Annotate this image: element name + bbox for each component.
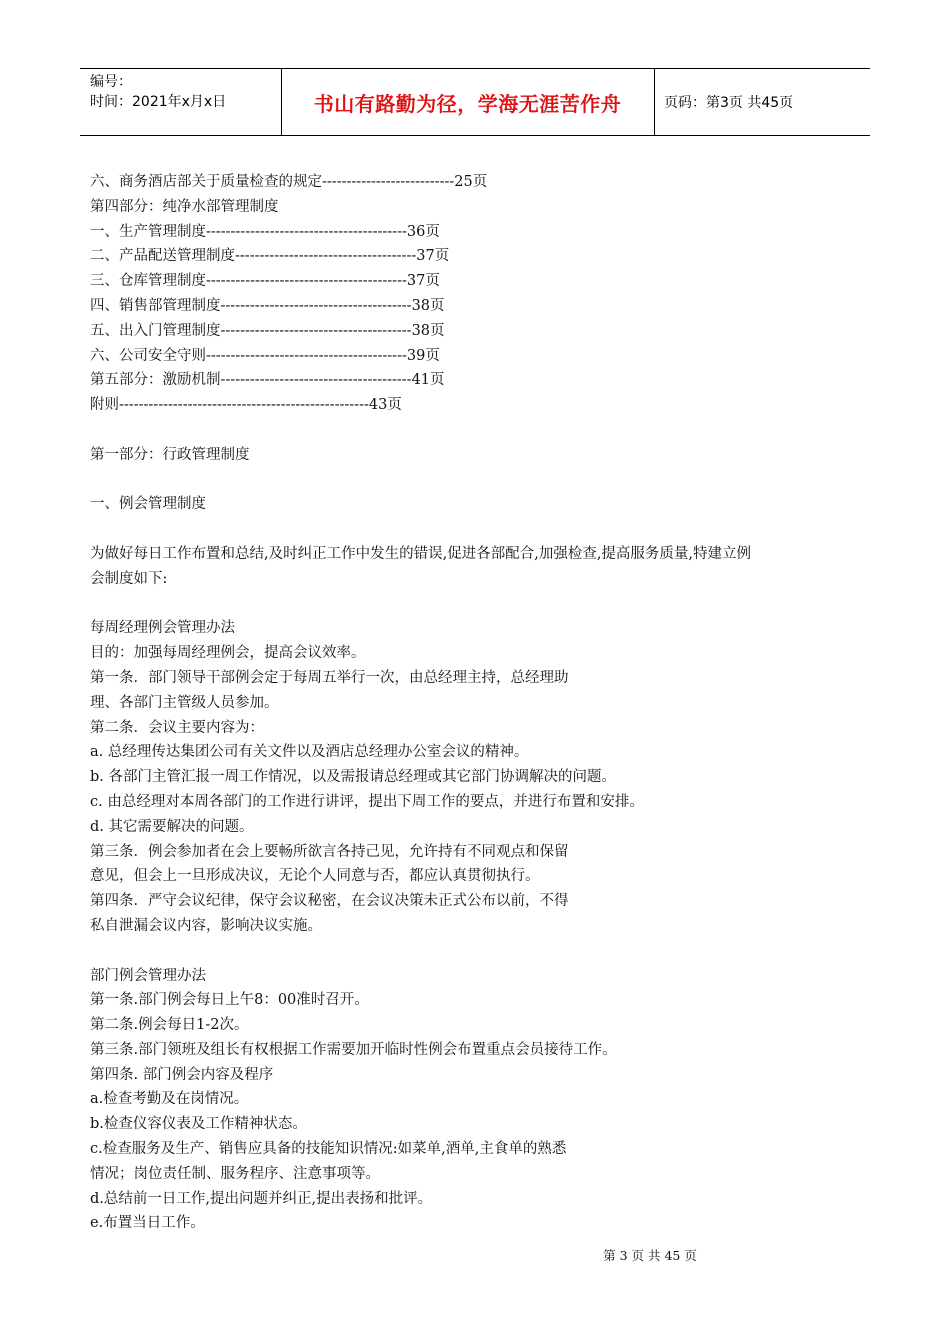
- text-line: 五、出入门管理制度---------------------------------------38页: [90, 322, 445, 339]
- header-divider-right: [654, 68, 655, 136]
- text-line: 二、产品配送管理制度-------------------------------------37页: [90, 248, 450, 265]
- text-line: 第四部分：纯净水部管理制度: [90, 198, 279, 215]
- text-line: 六、商务酒店部关于质量检查的规定---------------------------25页: [90, 174, 488, 190]
- text-line: 第五部分：激励机制---------------------------------------41页: [90, 372, 445, 389]
- text-line: 第三条．例会参加者在会上要畅所欲言各持己见，允许持有不同观点和保留: [90, 843, 569, 860]
- blank-line: [90, 939, 880, 964]
- text-line: e.布置当日工作。: [90, 1215, 205, 1232]
- text-line: a.检查考勤及在岗情况。: [90, 1091, 249, 1108]
- text-line: d. 其它需要解决的问题。: [90, 818, 254, 835]
- header-page-number: 页码：第3页 共45页: [664, 95, 794, 111]
- blank-line: [90, 418, 880, 443]
- text-line: 私自泄漏会议内容，影响决议实施。: [90, 917, 322, 934]
- blank-line: [90, 468, 880, 493]
- text-line: d.总结前一日工作,提出问题并纠正,提出表扬和批评。: [90, 1190, 433, 1207]
- text-line: 为做好每日工作布置和总结,及时纠正工作中发生的错误,促进各部配合,加强检查,提高服务质量,特建立例: [90, 545, 752, 562]
- text-line: a. 总经理传达集团公司有关文件以及酒店总经理办公室会议的精神。: [90, 744, 529, 761]
- text-line: 第四条．严守会议纪律，保守会议秘密，在会议决策未正式公布以前，不得: [90, 893, 569, 910]
- text-line: 四、销售部管理制度---------------------------------------38页: [90, 297, 445, 314]
- page-footer: [0, 1246, 950, 1264]
- header-motto: 书山有路勤为径，学海无涯苦作舟: [313, 91, 622, 116]
- text-line: 第二条．会议主要内容为：: [90, 719, 264, 736]
- text-line: 每周经理例会管理办法: [90, 620, 235, 637]
- text-line: 一、例会管理制度: [90, 496, 206, 513]
- text-line: b. 各部门主管汇报一周工作情况，以及需报请总经理或其它部门协调解决的问题。: [90, 769, 616, 786]
- text-line: 六、公司安全守则-----------------------------------------39页: [90, 347, 440, 364]
- serial-label: 编号：: [90, 74, 132, 90]
- text-line: c. 由总经理对本周各部门的工作进行讲评，提出下周工作的要点，并进行布置和安排。: [90, 793, 644, 810]
- text-line: 第一条．部门领导干部例会定于每周五举行一次，由总经理主持，总经理助: [90, 669, 569, 686]
- document-body: [90, 170, 880, 1236]
- text-line: 第一部分：行政管理制度: [90, 446, 250, 463]
- text-line: 情况；岗位责任制、服务程序、注意事项等。: [90, 1165, 380, 1182]
- text-line: c.检查服务及生产、销售应具备的技能知识情况:如菜单,酒单,主食单的熟悉: [90, 1141, 567, 1158]
- text-line: 三、仓库管理制度-----------------------------------------37页: [90, 273, 440, 290]
- blank-line: [90, 517, 880, 542]
- text-line: 附则---------------------------------------------------43页: [90, 397, 402, 414]
- text-line: 理、各部门主管级人员参加。: [90, 694, 279, 711]
- text-line: b.检查仪容仪表及工作精神状态。: [90, 1116, 307, 1133]
- header-meta: [90, 72, 226, 112]
- text-line: 第三条.部门领班及组长有权根据工作需要加开临时性例会布置重点会员接待工作。: [90, 1041, 617, 1058]
- text-line: 第一条.部门例会每日上午8：00准时召开。: [90, 992, 369, 1009]
- text-line: 目的：加强每周经理例会，提高会议效率。: [90, 645, 366, 662]
- text-line: 一、生产管理制度-----------------------------------------36页: [90, 223, 440, 240]
- text-line: 第二条.例会每日1-2次。: [90, 1017, 249, 1034]
- text-line: 第四条. 部门例会内容及程序: [90, 1066, 274, 1083]
- footer-page-number: 第 3 页 共 45 页: [603, 1248, 697, 1263]
- text-line: 会制度如下:: [90, 570, 168, 587]
- blank-line: [90, 592, 880, 617]
- text-line: 部门例会管理办法: [90, 967, 206, 984]
- date-label: 时间：2021年x月x日: [90, 94, 227, 110]
- text-line: 意见，但会上一旦形成决议，无论个人同意与否，都应认真贯彻执行。: [90, 868, 540, 885]
